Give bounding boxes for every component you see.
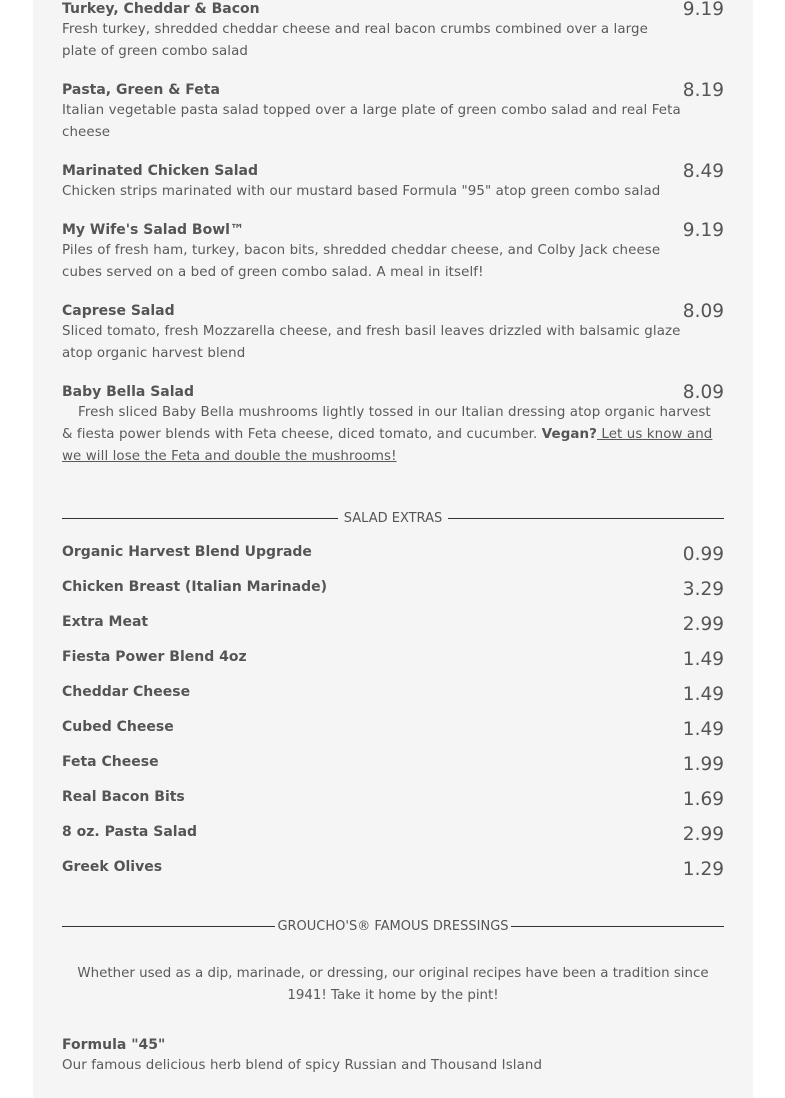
item-description-text: Fresh sliced Baby Bella mushrooms lightly tossed in our Italian dressing atop organic harvest & fiesta power blends with Feta cheese, diced tomato, and cucumber. [62,405,711,442]
item-name: Caprese Salad [62,303,175,319]
vegan-label: Vegan? [541,427,598,442]
extra-item [62,789,724,811]
extra-item [62,544,724,566]
menu-item [62,220,724,284]
item-price: 9.19 [682,0,724,20]
extra-price: 1.29 [682,859,724,880]
extra-name: Cubed Cheese [62,719,174,735]
extra-item [62,614,724,636]
section-title: SALAD EXTRAS [343,511,443,526]
item-name: Marinated Chicken Salad [62,163,258,179]
dressings-intro: Whether used as a dip, marinade, or dressing, our original recipes have been a tradition since 1941! Take it home by the pint! [77,966,709,1003]
extra-name: Chicken Breast (Italian Marinade) [62,579,328,595]
dressing-description: Our famous delicious herb blend of spicy Russian and Thousand Island [62,1058,543,1073]
menu-item [62,161,724,203]
item-price: 9.19 [682,220,724,241]
extra-price: 1.49 [682,649,724,670]
extra-item [62,859,724,881]
item-description: Sliced tomato, fresh Mozzarella cheese, and fresh basil leaves drizzled with balsamic glaze atop organic harvest blend [62,324,681,361]
extra-price: 3.29 [682,579,724,600]
extra-item [62,649,724,671]
item-price: 8.19 [682,80,724,101]
extra-name: Greek Olives [62,859,163,875]
dressing-item [62,1035,724,1077]
extra-item [62,719,724,741]
extra-price: 1.49 [682,719,724,740]
extra-price: 2.99 [682,614,724,635]
extra-price: 1.69 [682,789,724,810]
extra-price: 1.99 [682,754,724,775]
extra-name: Feta Cheese [62,754,159,770]
extra-name: Organic Harvest Blend Upgrade [62,544,312,560]
item-description: Italian vegetable pasta salad topped over a large plate of green combo salad and real Feta cheese [62,103,681,140]
section-heading-dressings [62,917,724,937]
item-name: My Wife's Salad Bowl™ [62,222,244,238]
section-heading-extras [62,509,724,529]
menu-item [62,0,724,63]
item-description: Chicken strips marinated with our mustard based Formula "95" atop green combo salad [62,184,661,199]
extra-price: 2.99 [682,824,724,845]
extra-name: Cheddar Cheese [62,684,191,700]
extra-price: 0.99 [682,544,724,565]
extra-name: Extra Meat [62,614,149,630]
extra-item [62,824,724,846]
extra-price: 1.49 [682,684,724,705]
item-name: Pasta, Green & Feta [62,82,220,98]
menu-item [62,80,724,144]
item-price: 8.09 [682,382,724,403]
section-title: GROUCHO'S® FAMOUS DRESSINGS [277,919,509,934]
menu-item [62,301,724,365]
item-name: Baby Bella Salad [62,384,195,400]
extra-name: Fiesta Power Blend 4oz [62,649,247,665]
dressing-name: Formula "45" [62,1037,166,1053]
item-price: 8.09 [682,301,724,322]
extra-name: Real Bacon Bits [62,789,185,805]
item-description: Fresh turkey, shredded cheddar cheese and real bacon crumbs combined over a large plate of green combo salad [62,22,648,59]
extra-name: 8 oz. Pasta Salad [62,824,198,840]
extra-item [62,754,724,776]
vegan-note-link[interactable]: Let us know and we will lose the Feta and double the mushrooms! [62,427,713,464]
extra-item [62,684,724,706]
extra-item [62,579,724,601]
item-description: Piles of fresh ham, turkey, bacon bits, shredded cheddar cheese, and Colby Jack cheese cubes served on a bed of green combo salad. A meal in itself! [62,243,661,280]
item-price: 8.49 [682,161,724,182]
item-description [62,402,724,468]
item-name: Turkey, Cheddar & Bacon [62,1,260,17]
menu-item [62,382,724,468]
